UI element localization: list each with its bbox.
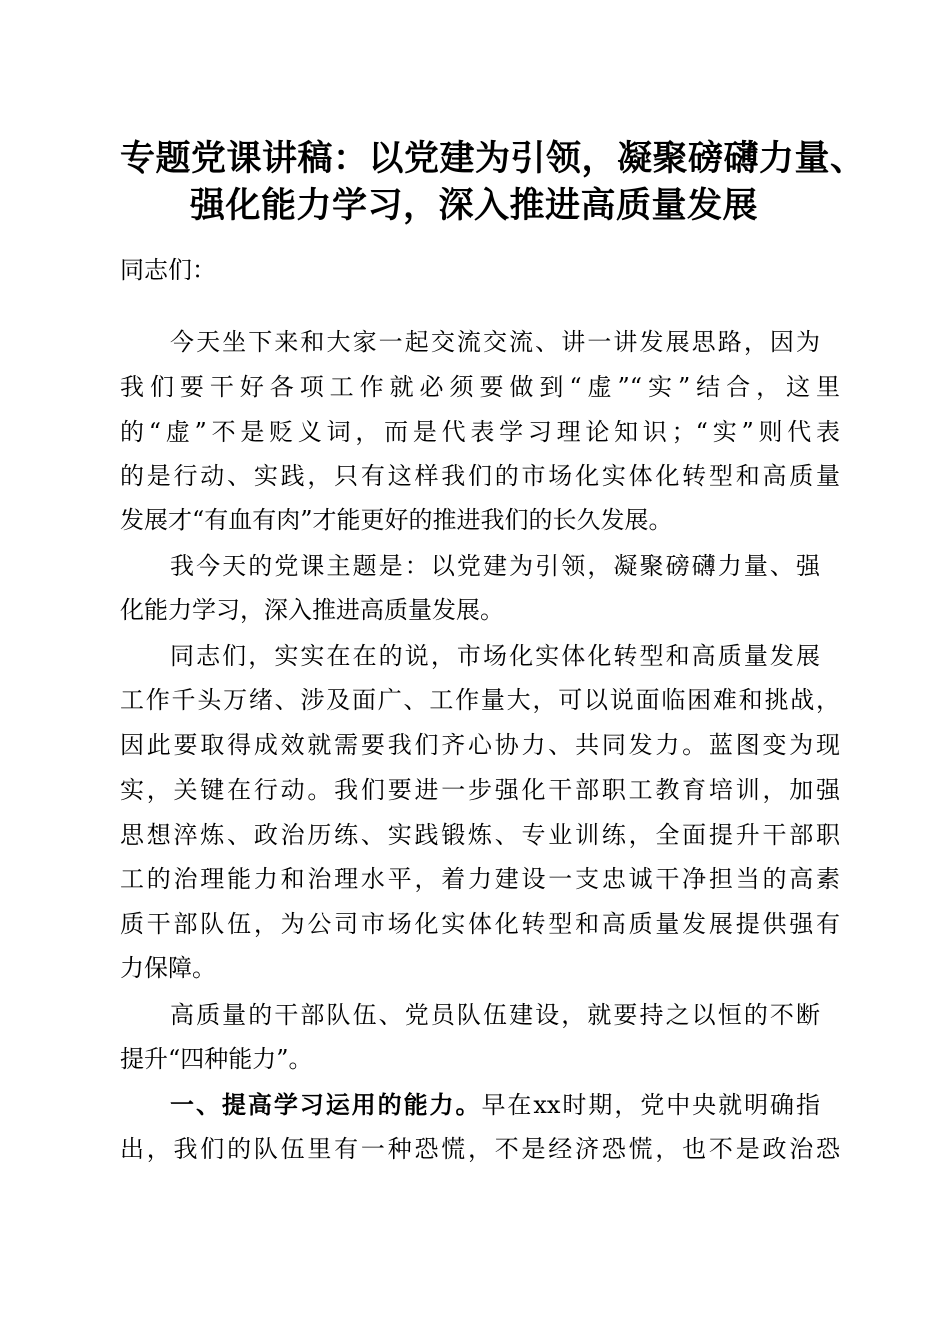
document-title-line-1: 专题党课讲稿：以党建为引领，凝聚磅礴力量、 <box>120 138 866 179</box>
section-body-text: 早在xx时期，党中央就明确指 <box>481 1091 820 1119</box>
paragraph-line: 我们要干好各项工作就必须要做到“虚”“实”结合，这里 <box>120 373 840 401</box>
paragraph-line: 高质量的干部队伍、党员队伍建设，就要持之以恒的不断 <box>170 1001 820 1029</box>
paragraph-line: 发展才“有血有肉”才能更好的推进我们的长久发展。 <box>120 506 673 534</box>
document-title-line-2: 强化能力学习，深入推进高质量发展 <box>190 185 759 226</box>
paragraph-line: 出，我们的队伍里有一种恐慌，不是经济恐慌，也不是政治恐 <box>120 1135 840 1163</box>
paragraph-line: 实，关键在行动。我们要进一步强化干部职工教育培训，加强 <box>120 776 840 804</box>
paragraph-line: 今天坐下来和大家一起交流交流、讲一讲发展思路，因为 <box>170 328 820 356</box>
paragraph-line: 的是行动、实践，只有这样我们的市场化实体化转型和高质量 <box>120 462 840 490</box>
paragraph-line: 力保障。 <box>120 954 216 982</box>
paragraph-line: 我今天的党课主题是：以党建为引领，凝聚磅礴力量、强 <box>170 552 820 580</box>
paragraph-line: 工的治理能力和治理水平，着力建设一支忠诚干净担当的高素 <box>120 865 840 893</box>
paragraph-line: 化能力学习，深入推进高质量发展。 <box>120 596 504 624</box>
section-heading-line <box>170 1085 820 1125</box>
paragraph-line: 工作千头万绪、涉及面广、工作量大，可以说面临困难和挑战， <box>120 686 840 714</box>
paragraph-line: 同志们，实实在在的说，市场化实体化转型和高质量发展 <box>170 642 820 670</box>
paragraph-line: 思想淬炼、政治历练、实践锻炼、专业训练，全面提升干部职 <box>120 821 840 849</box>
paragraph-line: 提升“四种能力”。 <box>120 1045 313 1073</box>
salutation: 同志们： <box>120 256 216 284</box>
section-heading-1: 一、提高学习运用的能力。 <box>170 1090 482 1119</box>
paragraph-line: 的“虚”不是贬义词，而是代表学习理论知识；“实”则代表 <box>120 418 840 446</box>
paragraph-line: 因此要取得成效就需要我们齐心协力、共同发力。蓝图变为现 <box>120 731 840 759</box>
paragraph-line: 质干部队伍，为公司市场化实体化转型和高质量发展提供强有 <box>120 910 840 938</box>
